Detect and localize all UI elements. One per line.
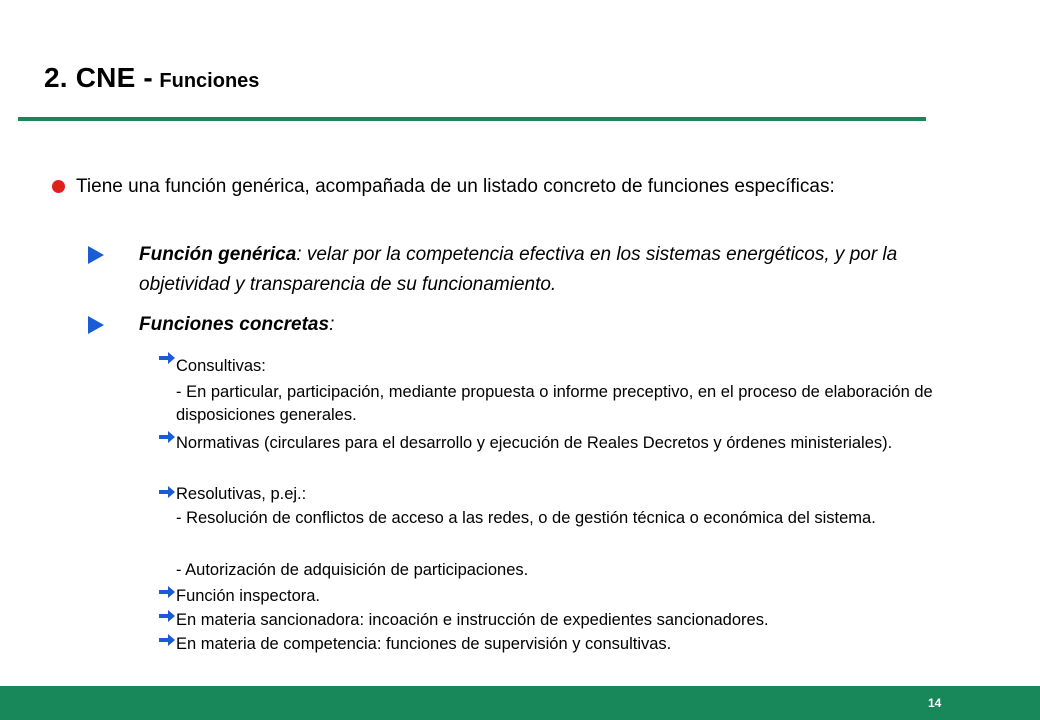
generic-label: Función genérica bbox=[139, 244, 297, 265]
page-number: 14 bbox=[928, 696, 942, 710]
consultivas-item: Consultivas: bbox=[176, 357, 266, 375]
generic-function bbox=[139, 240, 959, 300]
resolutivas-item: Resolutivas, p.ej.: bbox=[176, 485, 307, 503]
normativas-item: Normativas (circulares para el desarrollo y ejecución de Reales Decretos y órdenes ministeriales). bbox=[176, 434, 893, 452]
resolutivas-detail-1: - Resolución de conflictos de acceso a las redes, o de gestión técnica o económica del sistema. bbox=[176, 509, 876, 527]
blue-arrow-icon bbox=[158, 430, 176, 444]
blue-arrow-icon bbox=[158, 585, 176, 599]
title-main: 2. CNE - bbox=[44, 62, 153, 93]
title-divider bbox=[18, 117, 926, 121]
blue-arrow-icon bbox=[158, 485, 176, 499]
red-dot-icon bbox=[52, 180, 65, 193]
title-subtitle: Funciones bbox=[159, 70, 260, 92]
inspectora-item: Función inspectora. bbox=[176, 587, 320, 605]
blue-arrow-icon bbox=[158, 609, 176, 623]
concrete-colon: : bbox=[329, 314, 335, 335]
blue-arrow-icon bbox=[158, 351, 176, 365]
consultivas-detail: - En particular, participación, mediante propuesta o informe preceptivo, en el proceso de elaboración de disposiciones generales. bbox=[176, 383, 933, 424]
concrete-label: Funciones concretas bbox=[139, 314, 330, 335]
footer-bar bbox=[0, 686, 1040, 720]
concrete-functions bbox=[139, 310, 959, 340]
intro-text: Tiene una función genérica, acompañada de un listado concreto de funciones específicas: bbox=[76, 176, 835, 197]
blue-triangle-icon bbox=[88, 246, 104, 264]
competencia-item: En materia de competencia: funciones de supervisión y consultivas. bbox=[176, 635, 672, 653]
blue-triangle-icon bbox=[88, 316, 104, 334]
slide-title bbox=[44, 62, 259, 94]
sancionadora-item: En materia sancionadora: incoación e instrucción de expedientes sancionadores. bbox=[176, 611, 769, 629]
resolutivas-detail-2: - Autorización de adquisición de participaciones. bbox=[176, 561, 529, 579]
blue-arrow-icon bbox=[158, 633, 176, 647]
generic-text: : velar por la competencia efectiva en los sistemas energéticos, y por la objetividad y transparencia de su funcionamiento. bbox=[139, 244, 898, 295]
